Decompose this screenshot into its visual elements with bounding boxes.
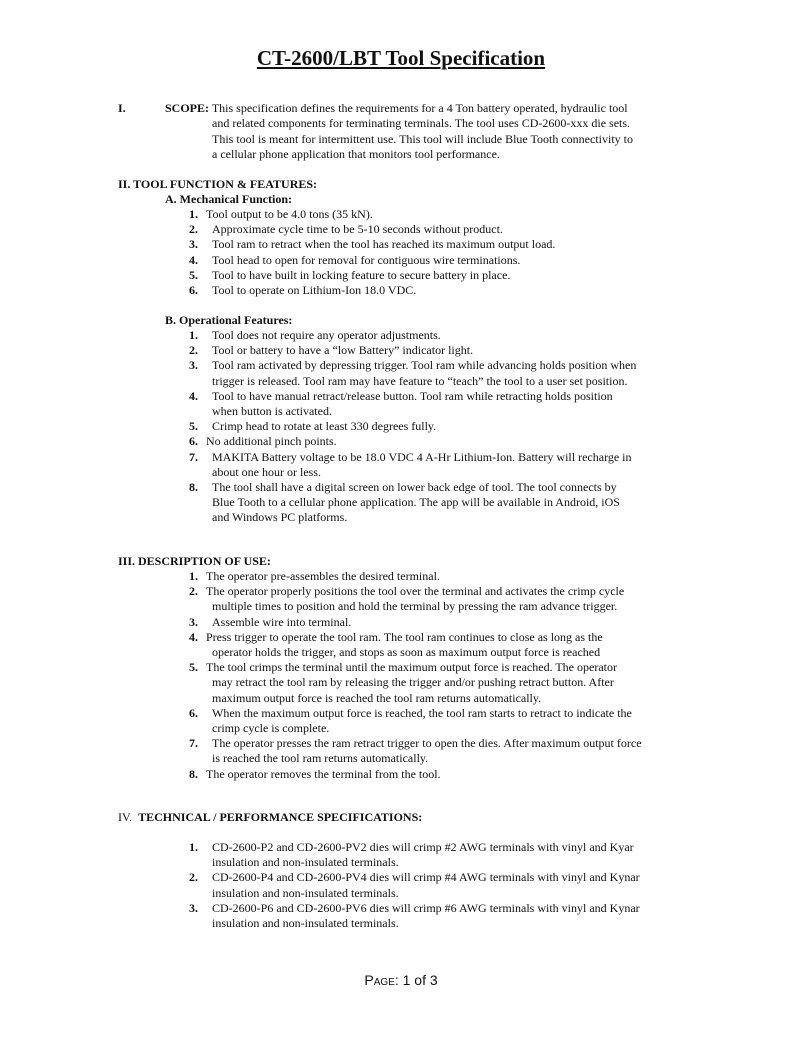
- operational-number: 1.: [189, 328, 198, 342]
- operational-number: 7.: [189, 449, 198, 464]
- use-text: Assemble wire into terminal.: [212, 614, 352, 629]
- operational-text: and Windows PC platforms.: [212, 510, 348, 525]
- use-text: The operator properly positions the tool over the terminal and activates the crimp cycle: [206, 584, 625, 599]
- operational-number: 3.: [189, 358, 198, 373]
- technical-text: insulation and non-insulated terminals.: [212, 915, 399, 930]
- operational-number: 4.: [189, 388, 198, 403]
- mechanical-number: 3.: [189, 237, 198, 252]
- mechanical-text: Tool head to open for removal for contiguous wire terminations.: [212, 252, 521, 267]
- technical-text: insulation and non-insulated terminals.: [212, 885, 399, 900]
- technical-number: 3.: [189, 900, 198, 915]
- operational-text: Tool to have manual retract/release button. Tool ram while retracting holds position: [212, 388, 613, 403]
- section4-numeral: IV.: [118, 810, 133, 824]
- document-title: CT-2600/LBT Tool Specification: [256, 46, 546, 70]
- use-text: multiple times to position and hold the terminal by pressing the ram advance trigger.: [212, 599, 618, 614]
- section4-heading-line: [118, 810, 422, 825]
- technical-number: 2.: [189, 870, 198, 885]
- section2-heading: II. TOOL FUNCTION & FEATURES:: [118, 177, 318, 191]
- section3-heading: III. DESCRIPTION OF USE:: [118, 554, 271, 568]
- mechanical-text: Tool output to be 4.0 tons (35 kN).: [206, 207, 373, 221]
- mechanical-number: 2.: [189, 222, 198, 237]
- operational-text: trigger is released. Tool ram may have feature to “teach” the tool to a user set position.: [212, 373, 628, 388]
- use-text: When the maximum output force is reached, the tool ram starts to retract to indicate the: [212, 705, 632, 720]
- scope-text: This specification defines the requirements for a 4 Ton battery operated, hydraulic tool: [211, 101, 628, 115]
- use-number: 8.: [189, 766, 198, 781]
- operational-number: 8.: [189, 480, 198, 494]
- page-number: : 1 of 3: [394, 972, 438, 988]
- operational-text: Crimp head to rotate at least 330 degrees fully.: [212, 419, 437, 434]
- operational-number: 2.: [189, 343, 198, 358]
- technical-text: CD-2600-P6 and CD-2600-PV6 dies will crimp #6 AWG terminals with vinyl and Kynar: [212, 900, 640, 915]
- scope-line-2: This tool is meant for intermittent use. This tool will include Blue Tooth connectivity to: [212, 132, 633, 146]
- mechanical-number: 1.: [189, 207, 198, 221]
- use-number: 2.: [189, 584, 198, 599]
- operational-text: The tool shall have a digital screen on lower back edge of tool. The tool connects by: [212, 480, 617, 494]
- scope-label: SCOPE:: [165, 101, 210, 115]
- operational-text: Tool or battery to have a “low Battery” indicator light.: [212, 343, 474, 358]
- use-number: 3.: [189, 614, 198, 629]
- use-text: maximum output force is reached the tool ram returns automatically.: [212, 690, 542, 705]
- use-text: is reached the tool ram returns automatically.: [212, 751, 429, 766]
- operational-number: 6.: [189, 434, 198, 449]
- mechanical-text: Tool ram to retract when the tool has reached its maximum output load.: [212, 237, 556, 252]
- technical-number: 1.: [189, 840, 198, 854]
- use-text: The operator pre-assembles the desired terminal.: [206, 569, 440, 583]
- mechanical-number: 5.: [189, 267, 198, 282]
- mechanical-number: 4.: [189, 252, 198, 267]
- use-number: 7.: [189, 736, 198, 751]
- mechanical-number: 6.: [189, 283, 198, 297]
- operational-text: when button is activated.: [212, 403, 332, 418]
- use-number: 1.: [189, 569, 198, 583]
- scope-line-3: a cellular phone application that monitors tool performance.: [212, 147, 500, 161]
- technical-text: CD-2600-P4 and CD-2600-PV4 dies will crimp #4 AWG terminals with vinyl and Kynar: [212, 870, 640, 885]
- use-text: The operator removes the terminal from the tool.: [206, 766, 441, 781]
- use-text: Press trigger to operate the tool ram. The tool ram continues to close as long as the: [206, 629, 603, 644]
- mechanical-text: Tool to have built in locking feature to secure battery in place.: [212, 267, 511, 282]
- technical-text: insulation and non-insulated terminals.: [212, 855, 399, 870]
- operational-text: No additional pinch points.: [206, 434, 337, 449]
- operational-text: Blue Tooth to a cellular phone application. The app will be available in Android, iOS: [212, 495, 620, 510]
- use-text: may retract the tool ram by releasing the trigger and/or pushing retract button. After: [212, 675, 614, 690]
- scope-line-0: [165, 101, 628, 116]
- operational-heading: B. Operational Features:: [165, 313, 293, 327]
- technical-text: CD-2600-P2 and CD-2600-PV2 dies will crimp #2 AWG terminals with vinyl and Kyar: [212, 840, 634, 854]
- operational-text: Tool ram activated by depressing trigger. Tool ram while advancing holds position when: [212, 358, 637, 373]
- use-text: operator holds the trigger, and stops as soon as maximum output force is reached: [212, 644, 601, 659]
- page-footer: [0, 972, 802, 988]
- use-text: crimp cycle is complete.: [212, 720, 330, 735]
- mechanical-heading: A. Mechanical Function:: [165, 192, 292, 206]
- operational-text: MAKITA Battery voltage to be 18.0 VDC 4 A-Hr Lithium-Ion. Battery will recharge in: [212, 449, 632, 464]
- scope-numeral: I.: [118, 101, 126, 115]
- use-number: 5.: [189, 660, 198, 675]
- use-text: The operator presses the ram retract trigger to open the dies. After maximum output force: [212, 736, 642, 751]
- section4-heading: TECHNICAL / PERFORMANCE SPECIFICATIONS:: [138, 810, 423, 824]
- operational-text: Tool does not require any operator adjustments.: [212, 328, 441, 342]
- use-text: The tool crimps the terminal until the maximum output force is reached. The operator: [206, 660, 617, 675]
- mechanical-text: Approximate cycle time to be 5-10 seconds without product.: [212, 222, 503, 237]
- mechanical-text: Tool to operate on Lithium-Ion 18.0 VDC.: [212, 283, 417, 297]
- page-label: Page: [364, 972, 395, 988]
- operational-number: 5.: [189, 419, 198, 434]
- scope-line-1: and related components for terminating terminals. The tool uses CD-2600-xxx die sets.: [212, 116, 631, 130]
- use-number: 4.: [189, 629, 198, 644]
- operational-text: about one hour or less.: [212, 464, 321, 479]
- use-number: 6.: [189, 705, 198, 720]
